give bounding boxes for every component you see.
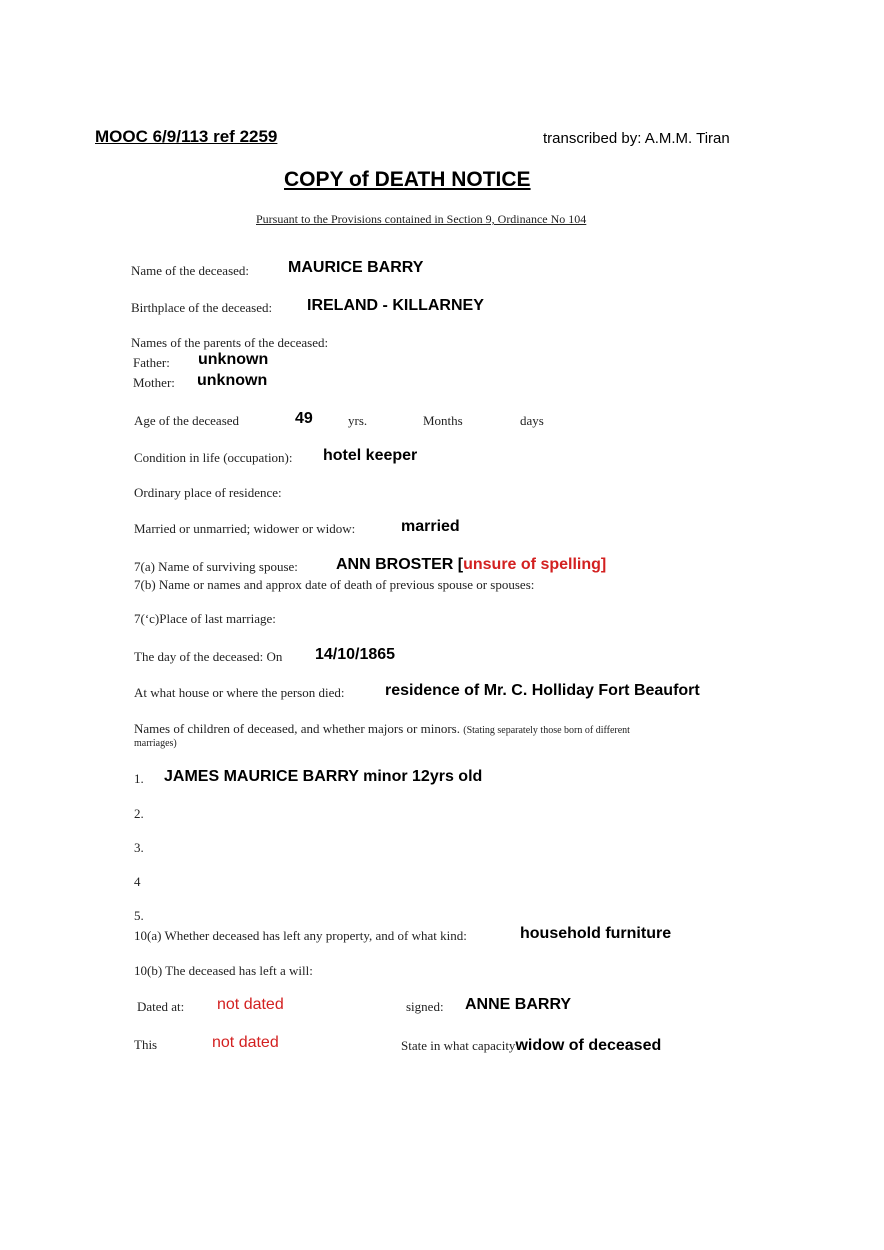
father-label: Father: bbox=[133, 355, 170, 370]
page-title: COPY of DEATH NOTICE bbox=[284, 168, 531, 191]
will-label: 10(b) The deceased has left a will: bbox=[134, 963, 313, 978]
capacity-label bbox=[401, 1037, 661, 1055]
death-day-label: The day of the deceased: On bbox=[134, 649, 283, 664]
marital-status-label: Married or unmarried; widower or widow: bbox=[134, 521, 356, 536]
parents-label: Names of the parents of the deceased: bbox=[131, 335, 329, 350]
children-note: (Stating separately those born of different bbox=[463, 725, 630, 736]
dated-label: Dated at: bbox=[137, 999, 185, 1014]
capacity-label-text: State in what capacity bbox=[401, 1038, 516, 1053]
birthplace-label: Birthplace of the deceased: bbox=[131, 300, 273, 315]
spouse-note: unsure of spelling] bbox=[463, 556, 607, 573]
child-number: 4 bbox=[134, 874, 141, 889]
name-label: Name of the deceased: bbox=[131, 263, 250, 278]
children-label bbox=[134, 721, 630, 737]
children-label-text: Names of children of deceased, and whether majors or minors. bbox=[134, 721, 460, 736]
spouse-name: ANN BROSTER [ bbox=[336, 556, 464, 573]
birthplace-value: IRELAND - KILLARNEY bbox=[307, 297, 484, 314]
death-place-label: At what house or where the person died: bbox=[134, 685, 345, 700]
child-number: 2. bbox=[134, 806, 144, 821]
capacity-value: widow of deceased bbox=[515, 1037, 662, 1054]
months-label: Months bbox=[423, 413, 463, 428]
child-number: 3. bbox=[134, 840, 144, 855]
father-value: unknown bbox=[198, 351, 269, 368]
mother-label: Mother: bbox=[133, 375, 175, 390]
child-entry: JAMES MAURICE BARRY minor 12yrs old bbox=[164, 768, 483, 785]
property-label: 10(a) Whether deceased has left any property, and of what kind: bbox=[134, 928, 467, 943]
marital-status-value: married bbox=[401, 518, 460, 535]
transcribed-by: transcribed by: A.M.M. Tiran bbox=[543, 130, 730, 147]
child-number: 5. bbox=[134, 908, 144, 923]
mother-value: unknown bbox=[197, 372, 268, 389]
previous-spouse-label: 7(b) Name or names and approx date of death of previous spouse or spouses: bbox=[134, 577, 535, 592]
age-value: 49 bbox=[295, 410, 313, 427]
residence-label: Ordinary place of residence: bbox=[134, 485, 282, 500]
spouse-value bbox=[336, 556, 606, 574]
age-label: Age of the deceased bbox=[134, 413, 240, 428]
child-number: 1. bbox=[134, 771, 144, 786]
signed-label: signed: bbox=[406, 999, 444, 1014]
spouse-label: 7(a) Name of surviving spouse: bbox=[134, 559, 298, 574]
days-label: days bbox=[520, 413, 544, 428]
this-value: not dated bbox=[212, 1034, 279, 1051]
page-subtitle: Pursuant to the Provisions contained in Section 9, Ordinance No 104 bbox=[256, 212, 587, 226]
children-note-line2: marriages) bbox=[134, 738, 177, 749]
dated-value: not dated bbox=[217, 996, 284, 1013]
last-marriage-label: 7(‘c)Place of last marriage: bbox=[134, 611, 276, 626]
property-value: household furniture bbox=[520, 925, 672, 942]
years-label: yrs. bbox=[348, 413, 368, 428]
this-label: This bbox=[134, 1037, 158, 1052]
reference-number: MOOC 6/9/113 ref 2259 bbox=[95, 127, 278, 146]
occupation-value: hotel keeper bbox=[323, 447, 418, 464]
signed-value: ANNE BARRY bbox=[465, 996, 572, 1013]
name-value: MAURICE BARRY bbox=[288, 259, 424, 276]
death-day-value: 14/10/1865 bbox=[315, 646, 396, 663]
occupation-label: Condition in life (occupation): bbox=[134, 450, 293, 465]
death-place-value: residence of Mr. C. Holliday Fort Beaufort bbox=[385, 682, 700, 699]
